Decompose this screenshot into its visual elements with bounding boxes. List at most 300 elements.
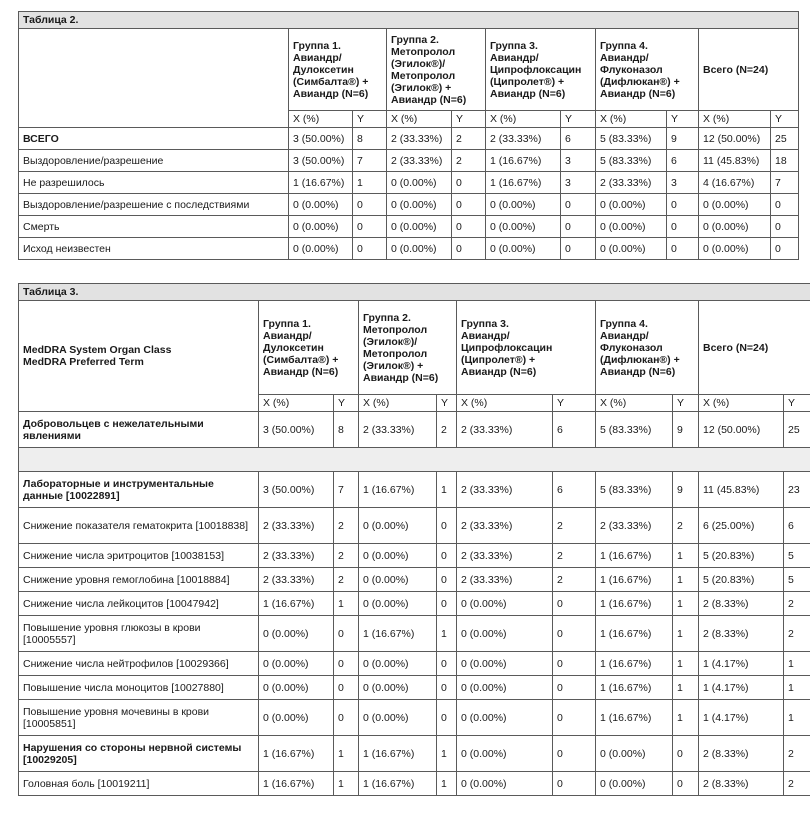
x-value-cell: 0 (0.00%): [259, 616, 334, 652]
x-value-cell: 0 (0.00%): [457, 736, 553, 772]
y-header: [667, 111, 699, 128]
y-value-cell: 0: [553, 700, 596, 736]
y-header: [771, 111, 799, 128]
y-value-cell: 0: [334, 616, 359, 652]
row-label: Выздоровление/разрешение: [19, 150, 289, 172]
y-value-cell: 2: [452, 150, 486, 172]
x-value-cell: 2 (33.33%): [259, 568, 334, 592]
y-value-cell: 1: [784, 676, 810, 700]
x-value-cell: 6 (25.00%): [699, 508, 784, 544]
y-value-cell: 0: [561, 194, 596, 216]
x-value-cell: 3 (50.00%): [259, 472, 334, 508]
row-label: Повышение уровня глюкозы в крови [10005557]: [19, 616, 259, 652]
y-header-text: Y: [557, 397, 565, 409]
x-value-cell: 1 (4.17%): [699, 676, 784, 700]
group-header-line: Авиандр (N=6): [490, 87, 566, 100]
x-header-text: X (%): [703, 397, 730, 409]
x-value-cell: 1 (16.67%): [359, 472, 437, 508]
group-header-line: Авиандр (N=6): [600, 365, 676, 378]
group-header-line: Метопролол: [391, 69, 456, 82]
row-label: Исход неизвестен: [19, 238, 289, 260]
group-header-line: (Эгилок®) +: [391, 81, 452, 94]
y-value-cell: 0: [553, 616, 596, 652]
y-value-cell: 2: [784, 592, 810, 616]
group-header-line: Авиандр/: [293, 51, 342, 64]
x-value-cell: 11 (45.83%): [699, 150, 771, 172]
y-value-cell: 0: [771, 238, 799, 260]
x-header-text: X (%): [461, 397, 488, 409]
table-row: [19, 150, 799, 172]
x-value-cell: 0 (0.00%): [387, 172, 452, 194]
spacer-cell: [19, 448, 810, 472]
y-value-cell: 1: [673, 676, 699, 700]
x-value-cell: 2 (33.33%): [387, 150, 452, 172]
x-header-text: X (%): [600, 113, 627, 125]
x-value-cell: 0 (0.00%): [596, 194, 667, 216]
group-header-line: (Эгилок®)/: [363, 335, 418, 348]
y-value-cell: 0: [771, 216, 799, 238]
y-value-cell: 0: [334, 652, 359, 676]
group-header-line: Авиандр/: [263, 329, 312, 342]
group-header-line: Группа 1.: [263, 317, 311, 330]
row-label: Добровольцев с нежелательными явлениями: [19, 412, 259, 448]
x-value-cell: 5 (83.33%): [596, 128, 667, 150]
group-header: [596, 301, 699, 395]
group-header-line: Авиандр (N=6): [600, 87, 676, 100]
x-value-cell: 0 (0.00%): [359, 544, 437, 568]
row-label: Снижение показателя гематокрита [10018838]: [19, 508, 259, 544]
y-value-cell: 1: [673, 652, 699, 676]
x-value-cell: 0 (0.00%): [259, 676, 334, 700]
y-value-cell: 9: [667, 128, 699, 150]
y-header-text: Y: [671, 113, 679, 125]
x-value-cell: 2 (33.33%): [359, 412, 437, 448]
x-value-cell: 1 (16.67%): [596, 568, 673, 592]
y-value-cell: 0: [334, 676, 359, 700]
x-header: [486, 111, 561, 128]
group-header-line: Метопролол: [391, 45, 456, 58]
table-row: [19, 128, 799, 150]
y-value-cell: 0: [452, 194, 486, 216]
x-value-cell: 5 (83.33%): [596, 150, 667, 172]
table-row: [19, 472, 810, 508]
x-value-cell: 0 (0.00%): [387, 194, 452, 216]
group-header: [289, 29, 387, 111]
group-header-line: Метопролол: [363, 347, 428, 360]
y-value-cell: 0: [553, 652, 596, 676]
y-value-cell: 2: [334, 508, 359, 544]
row-label: Повышение числа моноцитов [10027880]: [19, 676, 259, 700]
x-value-cell: 0 (0.00%): [457, 676, 553, 700]
x-header-text: X (%): [263, 397, 290, 409]
x-value-cell: 1 (16.67%): [359, 616, 437, 652]
x-value-cell: 3 (50.00%): [259, 412, 334, 448]
y-value-cell: 0: [667, 194, 699, 216]
x-header: [387, 111, 452, 128]
row-label: Лабораторные и инструментальные данные [10022891]: [19, 472, 259, 508]
group-header-line: Авиандр (N=6): [461, 365, 537, 378]
y-value-cell: 2: [334, 568, 359, 592]
y-value-cell: 7: [771, 172, 799, 194]
table-2: [18, 11, 799, 260]
x-value-cell: 0 (0.00%): [486, 216, 561, 238]
y-value-cell: 0: [437, 700, 457, 736]
group-header-line: Флуконазол: [600, 63, 663, 76]
group-header-line: Авиандр (N=6): [293, 87, 369, 100]
group-header: [359, 301, 457, 395]
y-value-cell: 8: [353, 128, 387, 150]
x-value-cell: 2 (33.33%): [387, 128, 452, 150]
y-value-cell: 1: [437, 616, 457, 652]
corner-cell: [19, 29, 289, 128]
group-header-line: (Эгилок®)/: [391, 57, 446, 70]
group-header-line: Группа 2.: [391, 33, 439, 46]
group-header-line: (Дифлюкан®) +: [600, 75, 680, 88]
y-value-cell: 7: [334, 472, 359, 508]
x-value-cell: 1 (4.17%): [699, 700, 784, 736]
y-header: [553, 395, 596, 412]
group-header-line: Флуконазол: [600, 341, 663, 354]
x-value-cell: 0 (0.00%): [596, 772, 673, 796]
x-header-text: X (%): [703, 113, 730, 125]
x-value-cell: 2 (8.33%): [699, 772, 784, 796]
x-value-cell: 2 (8.33%): [699, 736, 784, 772]
group-header-row: [19, 301, 810, 395]
y-value-cell: 0: [353, 194, 387, 216]
group-header-line: Ципрофлоксацин: [461, 341, 553, 354]
y-header-text: Y: [788, 397, 796, 409]
y-value-cell: 1: [673, 592, 699, 616]
y-value-cell: 0: [334, 700, 359, 736]
y-value-cell: 0: [437, 568, 457, 592]
corner-line: MedDRA Preferred Term: [23, 356, 144, 368]
y-value-cell: 1: [353, 172, 387, 194]
y-value-cell: 1: [673, 700, 699, 736]
x-value-cell: 0 (0.00%): [596, 238, 667, 260]
y-value-cell: 0: [437, 652, 457, 676]
y-value-cell: 0: [673, 772, 699, 796]
y-value-cell: 3: [561, 172, 596, 194]
corner-line: MedDRA System Organ Class: [23, 344, 172, 356]
table-row: [19, 772, 810, 796]
row-label: Снижение числа эритроцитов [10038153]: [19, 544, 259, 568]
y-value-cell: 18: [771, 150, 799, 172]
y-header-text: Y: [565, 113, 573, 125]
y-header-text: Y: [677, 397, 685, 409]
row-label: Снижение числа нейтрофилов [10029366]: [19, 652, 259, 676]
table-caption: [19, 12, 799, 29]
y-value-cell: 0: [452, 172, 486, 194]
y-value-cell: 1: [784, 700, 810, 736]
caption-row: [19, 12, 799, 29]
y-value-cell: 5: [784, 568, 810, 592]
spacer-row: [19, 448, 810, 472]
table-row: [19, 616, 810, 652]
y-value-cell: 1: [334, 736, 359, 772]
y-value-cell: 2: [784, 772, 810, 796]
x-value-cell: 11 (45.83%): [699, 472, 784, 508]
table-row: [19, 568, 810, 592]
y-value-cell: 2: [452, 128, 486, 150]
row-label: Выздоровление/разрешение с последствиями: [19, 194, 289, 216]
table-row: [19, 508, 810, 544]
group-header-line: Авиандр/: [490, 51, 539, 64]
x-value-cell: 0 (0.00%): [457, 772, 553, 796]
y-header-text: Y: [441, 397, 449, 409]
x-value-cell: 2 (33.33%): [457, 544, 553, 568]
table-row: [19, 736, 810, 772]
y-value-cell: 0: [437, 508, 457, 544]
x-value-cell: 1 (16.67%): [359, 772, 437, 796]
total-header-text: Всего (N=24): [703, 341, 769, 354]
x-header: [359, 395, 437, 412]
y-value-cell: 0: [437, 592, 457, 616]
group-header-line: Авиандр (N=6): [363, 371, 439, 384]
y-header: [784, 395, 810, 412]
table-row: [19, 216, 799, 238]
y-value-cell: 3: [561, 150, 596, 172]
x-value-cell: 0 (0.00%): [359, 700, 437, 736]
x-header: [289, 111, 353, 128]
y-value-cell: 6: [667, 150, 699, 172]
row-label: Не разрешилось: [19, 172, 289, 194]
x-value-cell: 2 (33.33%): [486, 128, 561, 150]
y-value-cell: 0: [553, 592, 596, 616]
table-row: [19, 194, 799, 216]
x-value-cell: 5 (20.83%): [699, 544, 784, 568]
x-value-cell: 3 (50.00%): [289, 150, 353, 172]
x-value-cell: 0 (0.00%): [596, 216, 667, 238]
caption-row: [19, 284, 810, 301]
x-header-text: X (%): [490, 113, 517, 125]
y-value-cell: 23: [784, 472, 810, 508]
y-value-cell: 3: [667, 172, 699, 194]
group-header: [387, 29, 486, 111]
total-header: [699, 29, 799, 111]
x-value-cell: 2 (33.33%): [259, 544, 334, 568]
y-header: [561, 111, 596, 128]
group-header-line: Авиандр/: [600, 329, 649, 342]
group-header-line: Группа 4.: [600, 317, 648, 330]
y-value-cell: 2: [673, 508, 699, 544]
x-value-cell: 12 (50.00%): [699, 412, 784, 448]
x-value-cell: 0 (0.00%): [387, 216, 452, 238]
x-header: [596, 111, 667, 128]
group-header: [486, 29, 596, 111]
row-label: Снижение числа лейкоцитов [10047942]: [19, 592, 259, 616]
row-label: Смерть: [19, 216, 289, 238]
y-value-cell: 0: [553, 676, 596, 700]
x-value-cell: 1 (16.67%): [289, 172, 353, 194]
y-value-cell: 2: [553, 544, 596, 568]
y-value-cell: 0: [353, 216, 387, 238]
x-header-text: X (%): [293, 113, 320, 125]
y-value-cell: 0: [452, 216, 486, 238]
y-value-cell: 1: [334, 772, 359, 796]
y-value-cell: 6: [784, 508, 810, 544]
group-header-line: (Ципролет®) +: [461, 353, 536, 366]
y-value-cell: 1: [334, 592, 359, 616]
y-value-cell: 6: [553, 412, 596, 448]
x-value-cell: 0 (0.00%): [457, 616, 553, 652]
x-value-cell: 0 (0.00%): [289, 194, 353, 216]
row-label: Снижение уровня гемоглобина [10018884]: [19, 568, 259, 592]
x-value-cell: 3 (50.00%): [289, 128, 353, 150]
y-value-cell: 9: [673, 472, 699, 508]
group-header-line: (Эгилок®) +: [363, 359, 424, 372]
x-header: [457, 395, 553, 412]
y-value-cell: 0: [553, 736, 596, 772]
x-header: [699, 395, 784, 412]
group-header-row: [19, 29, 799, 111]
x-value-cell: 0 (0.00%): [457, 700, 553, 736]
x-value-cell: 0 (0.00%): [359, 568, 437, 592]
y-header: [437, 395, 457, 412]
x-value-cell: 0 (0.00%): [486, 238, 561, 260]
table-row: [19, 592, 810, 616]
y-value-cell: 0: [771, 194, 799, 216]
x-value-cell: 1 (16.67%): [596, 700, 673, 736]
caption-text: Таблица 3.: [23, 286, 79, 298]
caption-text: Таблица 2.: [23, 14, 79, 26]
y-header-text: Y: [456, 113, 464, 125]
group-header-line: Группа 3.: [461, 317, 509, 330]
x-value-cell: 1 (4.17%): [699, 652, 784, 676]
y-value-cell: 0: [667, 216, 699, 238]
y-header-text: Y: [338, 397, 346, 409]
total-header: [699, 301, 810, 395]
x-value-cell: 1 (16.67%): [259, 592, 334, 616]
x-value-cell: 0 (0.00%): [699, 216, 771, 238]
x-value-cell: 0 (0.00%): [259, 700, 334, 736]
x-header-text: X (%): [600, 397, 627, 409]
group-header: [259, 301, 359, 395]
x-value-cell: 5 (20.83%): [699, 568, 784, 592]
x-value-cell: 2 (8.33%): [699, 616, 784, 652]
y-header: [673, 395, 699, 412]
x-value-cell: 0 (0.00%): [289, 238, 353, 260]
y-header-text: Y: [357, 113, 365, 125]
x-value-cell: 0 (0.00%): [359, 652, 437, 676]
group-header-line: Ципрофлоксацин: [490, 63, 582, 76]
y-header: [452, 111, 486, 128]
y-value-cell: 0: [437, 544, 457, 568]
x-value-cell: 1 (16.67%): [486, 150, 561, 172]
x-value-cell: 2 (33.33%): [457, 412, 553, 448]
x-header-text: X (%): [391, 113, 418, 125]
x-value-cell: 0 (0.00%): [699, 238, 771, 260]
x-header: [699, 111, 771, 128]
x-value-cell: 2 (33.33%): [457, 508, 553, 544]
group-header-line: Авиандр/: [461, 329, 510, 342]
x-value-cell: 0 (0.00%): [486, 194, 561, 216]
group-header-line: Авиандр (N=6): [263, 365, 339, 378]
x-value-cell: 5 (83.33%): [596, 472, 673, 508]
x-value-cell: 0 (0.00%): [457, 652, 553, 676]
x-header: [259, 395, 334, 412]
y-value-cell: 2: [437, 412, 457, 448]
y-value-cell: 6: [553, 472, 596, 508]
group-header-line: (Дифлюкан®) +: [600, 353, 680, 366]
x-value-cell: 1 (16.67%): [596, 544, 673, 568]
group-header-line: Авиандр/: [600, 51, 649, 64]
table-row: [19, 412, 810, 448]
x-value-cell: 0 (0.00%): [699, 194, 771, 216]
x-value-cell: 2 (33.33%): [457, 568, 553, 592]
y-value-cell: 1: [673, 568, 699, 592]
y-value-cell: 0: [452, 238, 486, 260]
y-value-cell: 1: [437, 736, 457, 772]
x-value-cell: 4 (16.67%): [699, 172, 771, 194]
y-value-cell: 0: [553, 772, 596, 796]
group-header-line: Группа 3.: [490, 39, 538, 52]
group-header-line: Группа 4.: [600, 39, 648, 52]
x-value-cell: 1 (16.67%): [359, 736, 437, 772]
table-row: [19, 544, 810, 568]
row-label: Головная боль [10019211]: [19, 772, 259, 796]
x-value-cell: 12 (50.00%): [699, 128, 771, 150]
x-header: [596, 395, 673, 412]
y-value-cell: 8: [334, 412, 359, 448]
table-row: [19, 172, 799, 194]
y-header: [353, 111, 387, 128]
y-value-cell: 1: [784, 652, 810, 676]
x-header-text: X (%): [363, 397, 390, 409]
x-value-cell: 1 (16.67%): [486, 172, 561, 194]
y-value-cell: 1: [673, 544, 699, 568]
y-header: [334, 395, 359, 412]
y-value-cell: 2: [784, 736, 810, 772]
group-header-line: Метопролол: [363, 323, 428, 336]
y-value-cell: 25: [784, 412, 810, 448]
x-value-cell: 2 (33.33%): [596, 508, 673, 544]
x-value-cell: 5 (83.33%): [596, 412, 673, 448]
x-value-cell: 2 (8.33%): [699, 592, 784, 616]
y-value-cell: 0: [561, 216, 596, 238]
y-value-cell: 6: [561, 128, 596, 150]
x-value-cell: 2 (33.33%): [457, 472, 553, 508]
y-header-text: Y: [775, 113, 783, 125]
group-header-line: Группа 1.: [293, 39, 341, 52]
x-value-cell: 2 (33.33%): [259, 508, 334, 544]
group-header-line: Авиандр (N=6): [391, 93, 467, 106]
table-row: [19, 238, 799, 260]
x-value-cell: 1 (16.67%): [596, 676, 673, 700]
group-header-line: Дулоксетин: [293, 63, 354, 76]
y-value-cell: 1: [437, 472, 457, 508]
x-value-cell: 1 (16.67%): [596, 592, 673, 616]
group-header: [596, 29, 699, 111]
y-value-cell: 0: [667, 238, 699, 260]
group-header-line: (Симбалта®) +: [263, 353, 339, 366]
corner-cell: [19, 301, 259, 412]
x-value-cell: 0 (0.00%): [359, 508, 437, 544]
y-value-cell: 2: [334, 544, 359, 568]
y-value-cell: 1: [437, 772, 457, 796]
group-header-line: Группа 2.: [363, 311, 411, 324]
x-value-cell: 0 (0.00%): [359, 676, 437, 700]
y-value-cell: 7: [353, 150, 387, 172]
x-value-cell: 1 (16.67%): [596, 616, 673, 652]
y-value-cell: 2: [553, 568, 596, 592]
y-value-cell: 2: [784, 616, 810, 652]
x-value-cell: 0 (0.00%): [457, 592, 553, 616]
x-value-cell: 0 (0.00%): [387, 238, 452, 260]
total-header-text: Всего (N=24): [703, 63, 769, 76]
table-row: [19, 652, 810, 676]
row-label: Нарушения со стороны нервной системы [10029205]: [19, 736, 259, 772]
row-label: ВСЕГО: [19, 128, 289, 150]
